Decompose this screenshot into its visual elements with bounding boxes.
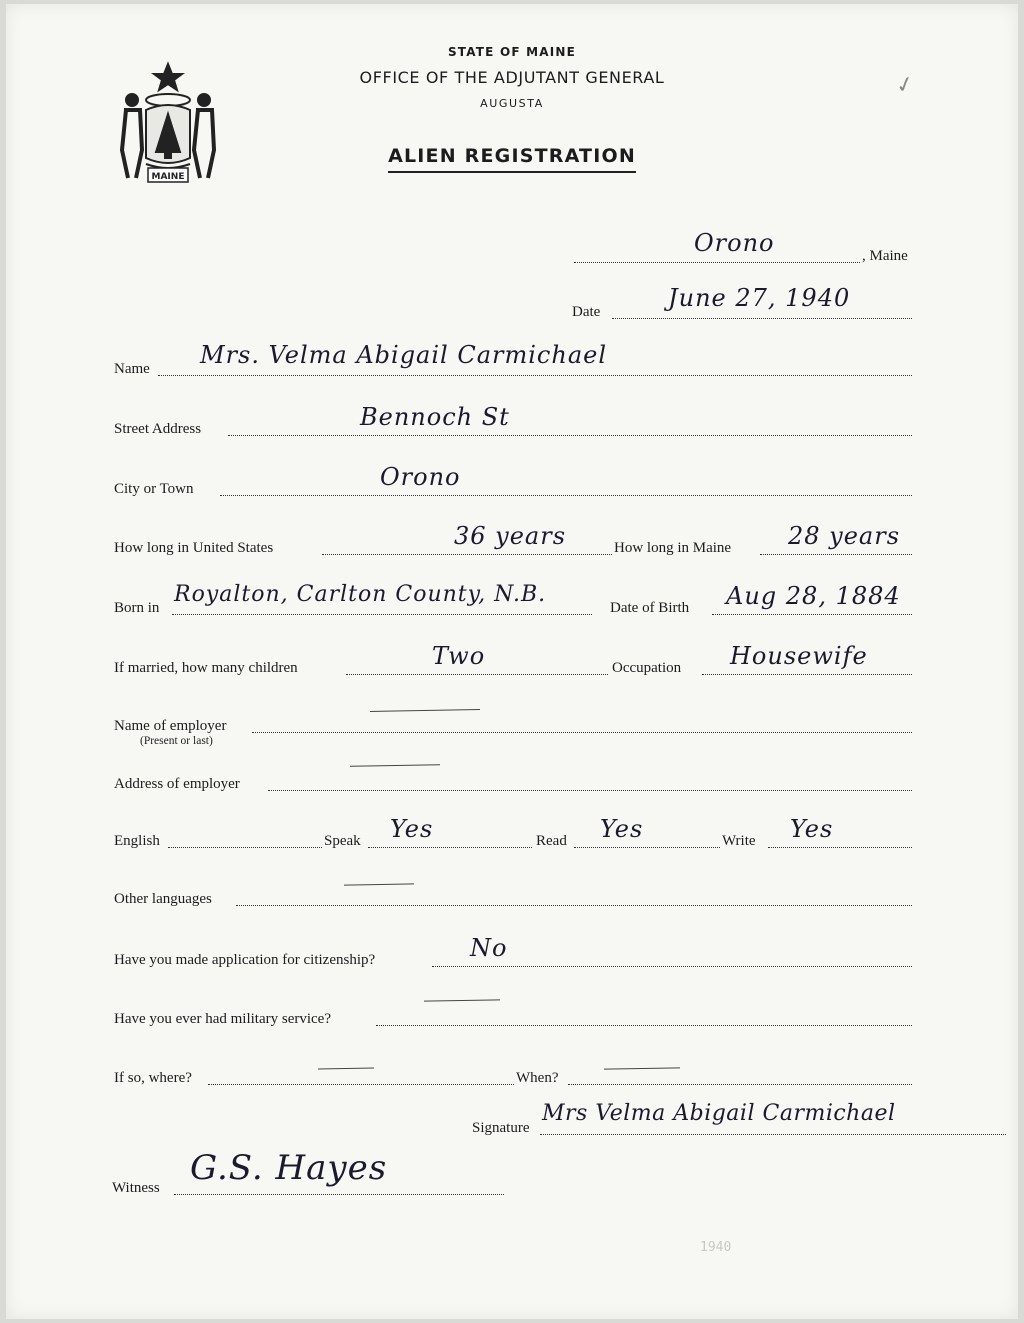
- us-years-label: How long in United States: [114, 540, 274, 556]
- citizenship-label: Have you made application for citizenship?: [114, 952, 376, 968]
- born-value: Royalton, Carlton County, N.B.: [174, 582, 547, 607]
- write-label: Write: [722, 833, 756, 849]
- other-languages-label: Other languages: [114, 891, 212, 907]
- street-line: [228, 435, 912, 436]
- speak-line: [368, 847, 532, 848]
- english-line: [168, 847, 322, 848]
- header-office: OFFICE OF THE ADJUTANT GENERAL: [359, 68, 665, 87]
- signature-value: Mrs Velma Abigail Carmichael: [542, 1101, 896, 1126]
- children-line: [346, 674, 608, 675]
- header-state: STATE OF MAINE: [447, 45, 577, 59]
- where-line: [208, 1084, 514, 1085]
- signature-line: [540, 1134, 1006, 1135]
- witness-label: Witness: [112, 1180, 160, 1196]
- when-label: When?: [516, 1070, 559, 1086]
- other-languages-line: [236, 905, 912, 906]
- speak-label: Speak: [324, 833, 361, 849]
- when-line: [568, 1084, 912, 1085]
- date-label: Date: [572, 304, 601, 320]
- date-value: June 27, 1940: [668, 284, 851, 312]
- employer-address-label: Address of employer: [114, 776, 240, 792]
- street-label: Street Address: [114, 421, 202, 437]
- city-value: Orono: [380, 463, 461, 491]
- children-value: Two: [432, 642, 486, 670]
- maine-years-label: How long in Maine: [614, 540, 732, 556]
- dob-label: Date of Birth: [610, 600, 690, 616]
- witness-value: G.S. Hayes: [190, 1148, 388, 1188]
- faint-stamp: 1940: [700, 1240, 732, 1255]
- dob-line: [712, 614, 912, 615]
- read-line: [574, 847, 720, 848]
- witness-line: [174, 1194, 504, 1195]
- employer-line: [252, 732, 912, 733]
- read-label: Read: [536, 833, 567, 849]
- signature-label: Signature: [472, 1120, 530, 1136]
- employer-label: Name of employer: [114, 718, 227, 734]
- where-label: If so, where?: [114, 1070, 192, 1086]
- born-label: Born in: [114, 600, 160, 616]
- street-value: Bennoch St: [360, 403, 510, 431]
- maine-years-value: 28 years: [788, 522, 901, 550]
- military-line: [376, 1025, 912, 1026]
- check-mark-icon: ✓: [893, 71, 918, 100]
- name-line: [158, 375, 912, 376]
- us-years-value: 36 years: [454, 522, 567, 550]
- citizenship-value: No: [470, 934, 508, 962]
- name-value: Mrs. Velma Abigail Carmichael: [200, 341, 608, 369]
- dob-value: Aug 28, 1884: [726, 582, 901, 610]
- write-value: Yes: [790, 815, 834, 843]
- seal-banner-text: MAINE: [151, 172, 185, 182]
- town-value: Orono: [694, 229, 775, 257]
- us-years-line: [322, 554, 612, 555]
- english-label: English: [114, 833, 160, 849]
- city-line: [220, 495, 912, 496]
- citizenship-line: [432, 966, 912, 967]
- maine-label: , Maine: [862, 248, 908, 264]
- occupation-value: Housewife: [730, 642, 868, 670]
- children-label: If married, how many children: [114, 660, 298, 676]
- occupation-line: [702, 674, 912, 675]
- read-value: Yes: [600, 815, 644, 843]
- employer-address-line: [268, 790, 912, 791]
- town-line: [574, 262, 860, 263]
- write-line: [768, 847, 912, 848]
- date-line: [612, 318, 912, 319]
- speak-value: Yes: [390, 815, 434, 843]
- form-title: [0, 145, 1024, 167]
- occupation-label: Occupation: [612, 660, 682, 676]
- born-line: [172, 614, 592, 615]
- military-label: Have you ever had military service?: [114, 1011, 331, 1027]
- employer-sublabel: (Present or last): [140, 735, 213, 747]
- header-city: AUGUSTA: [480, 97, 544, 110]
- name-label: Name: [114, 361, 150, 377]
- form-title-text: ALIEN REGISTRATION: [388, 145, 636, 173]
- maine-years-line: [760, 554, 912, 555]
- city-label: City or Town: [114, 481, 194, 497]
